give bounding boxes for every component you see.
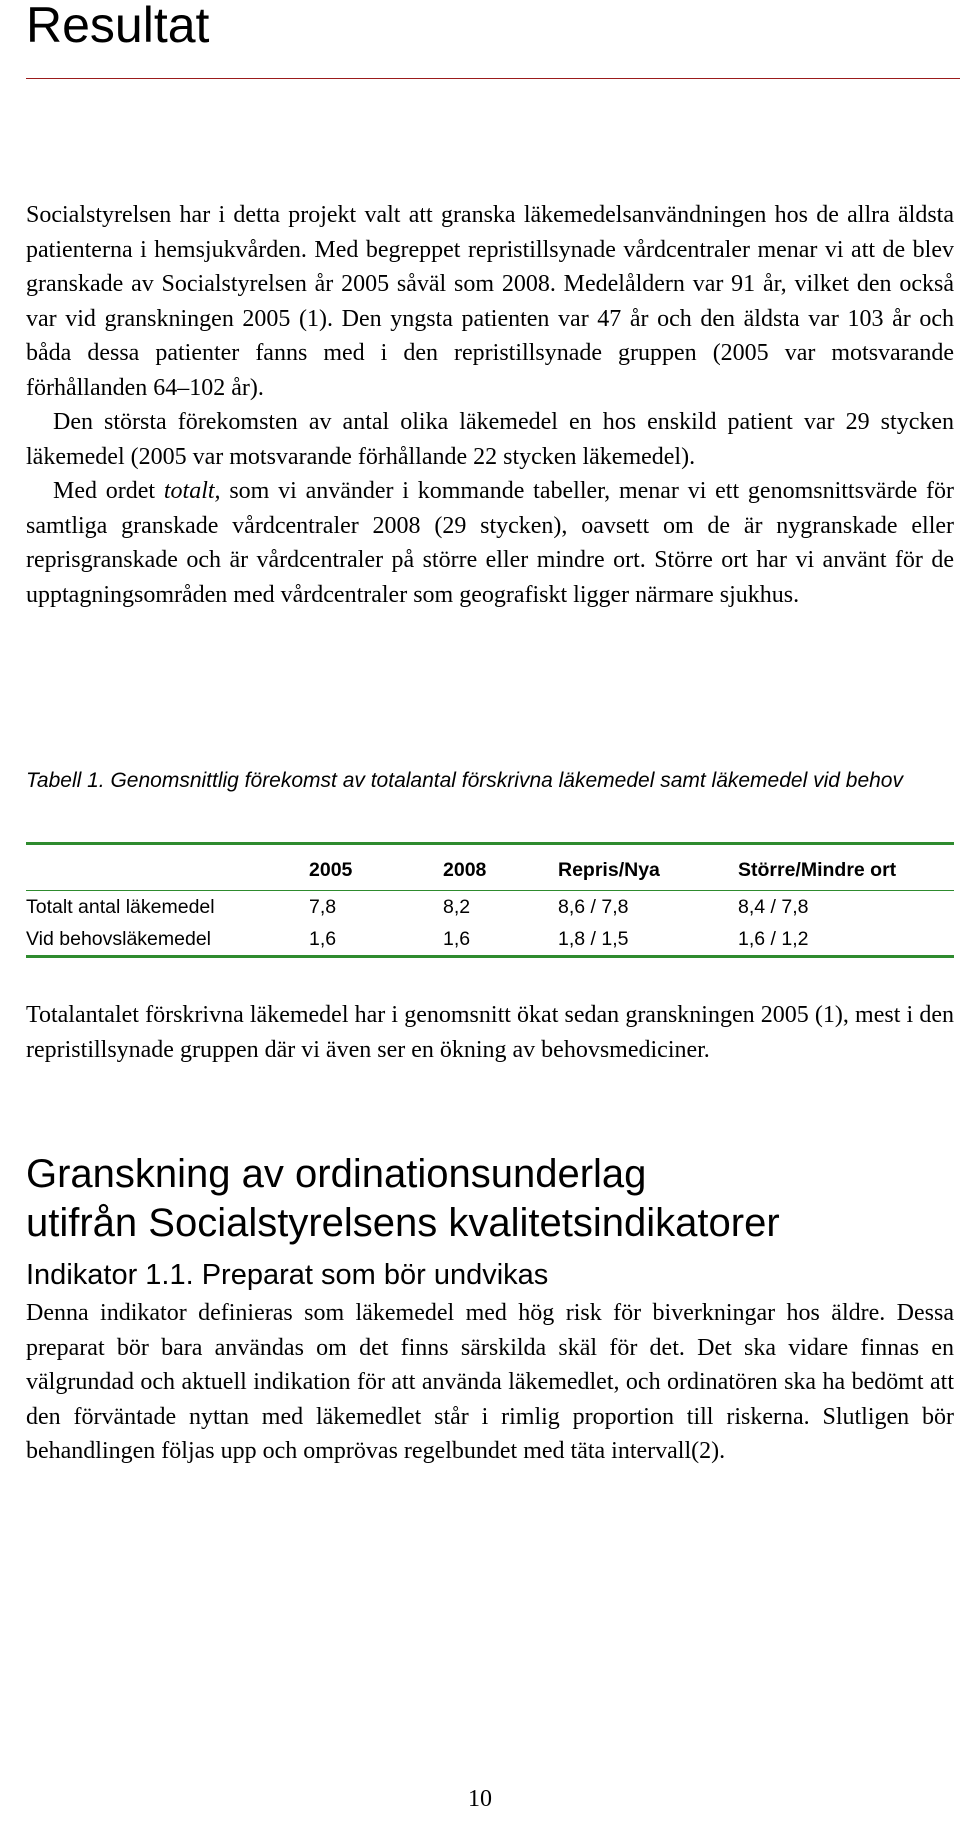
title-divider xyxy=(26,78,960,79)
page-number: 10 xyxy=(468,1786,492,1812)
indicator-text xyxy=(26,1296,954,1469)
intro-paragraph-3-end: som vi använder i kommande tabeller, menar vi ett genomsnittsvärde för samtliga granskade vårdcentraler 2008 (29 stycken), oavsett om de är nygranskade eller reprisgranskade och är vårdcentraler på större eller mindre ort. Större ort har vi använt för de upptagningsområden med vårdcentraler som geografiskt ligger närmare sjukhus. xyxy=(26,478,954,608)
row-label: Totalt antal läkemedel xyxy=(26,895,215,918)
table-row xyxy=(26,891,954,924)
cell-storre-mindre: 1,6 / 1,2 xyxy=(738,924,954,957)
summary-paragraph: Totalantalet förskrivna läkemedel har i genomsnitt ökat sedan granskningen 2005 (1), mest i den repristillsynade gruppen där vi även ser en ökning av behovsmediciner. xyxy=(26,1002,954,1063)
intro-paragraph-3 xyxy=(26,474,954,612)
table-row xyxy=(26,924,954,957)
section-heading-line-1: Granskning av ordinationsunderlag xyxy=(26,1152,647,1196)
header-2005: 2005 xyxy=(309,844,443,891)
summary-text xyxy=(26,998,954,1067)
intro-paragraph-2: Den största förekomsten av antal olika läkemedel en hos enskild patient var 29 stycken läkemedel (2005 var motsvarande förhållande 22 stycken läkemedel). xyxy=(26,409,954,470)
cell-storre-mindre: 8,4 / 7,8 xyxy=(738,895,809,918)
header-repris-nya: Repris/Nya xyxy=(558,844,738,891)
header-storre-mindre-ort: Större/Mindre ort xyxy=(738,844,954,891)
row-label: Vid behovsläkemedel xyxy=(26,924,309,957)
cell-repris-nya: 8,6 / 7,8 xyxy=(558,895,629,918)
intro-paragraph-3-start: Med ordet xyxy=(53,478,164,504)
term-totalt: totalt, xyxy=(163,478,221,504)
table-header-row xyxy=(26,844,954,891)
cell-2008: 1,6 xyxy=(443,924,558,957)
indicator-paragraph: Denna indikator definieras som läkemedel med hög risk för biverkningar hos äldre. Dessa preparat bör bara användas om det finns särskilda skäl för det. Det ska vidare finnas en välgrundad och aktuell indikation för att använda läkemedlet, och ordinatören ska ha bedömt att den förväntade nyttan med läkemedlet står i rimlig proportion till riskerna. Slutligen bör behandlingen följas upp och omprövas regelbundet med täta intervall(2). xyxy=(26,1300,954,1464)
cell-2008: 8,2 xyxy=(443,895,471,918)
intro-paragraph-1: Socialstyrelsen har i detta projekt valt att granska läkemedelsanvändningen hos de allra äldsta patienterna i hemsjukvården. Med begreppet repristillsynade vårdcentraler menar vi att de blev granskade av Socialstyrelsen år 2005 såväl som 2008. Medelåldern var 91 år, vilket den också var vid granskningen 2005 (1). Den yngsta patienten var 47 år och den äldsta var 103 år och båda dessa patienter fanns med i den repristillsynade gruppen (2005 var motsvarande förhållanden 64–102 år). xyxy=(26,202,954,401)
header-empty xyxy=(26,844,309,891)
header-2008: 2008 xyxy=(443,844,558,891)
table-caption: Tabell 1. Genomsnittlig förekomst av totalantal förskrivna läkemedel samt läkemedel vid behov xyxy=(26,769,903,792)
medication-table xyxy=(26,842,954,958)
indicator-heading: Indikator 1.1. Preparat som bör undvikas xyxy=(26,1259,549,1291)
section-heading xyxy=(26,1150,780,1248)
page-title: Resultat xyxy=(26,0,210,53)
cell-2005: 7,8 xyxy=(309,895,337,918)
cell-repris-nya: 1,8 / 1,5 xyxy=(558,924,738,957)
intro-text xyxy=(26,198,954,612)
section-heading-line-2: utifrån Socialstyrelsens kvalitetsindikatorer xyxy=(26,1201,780,1245)
cell-2005: 1,6 xyxy=(309,924,443,957)
